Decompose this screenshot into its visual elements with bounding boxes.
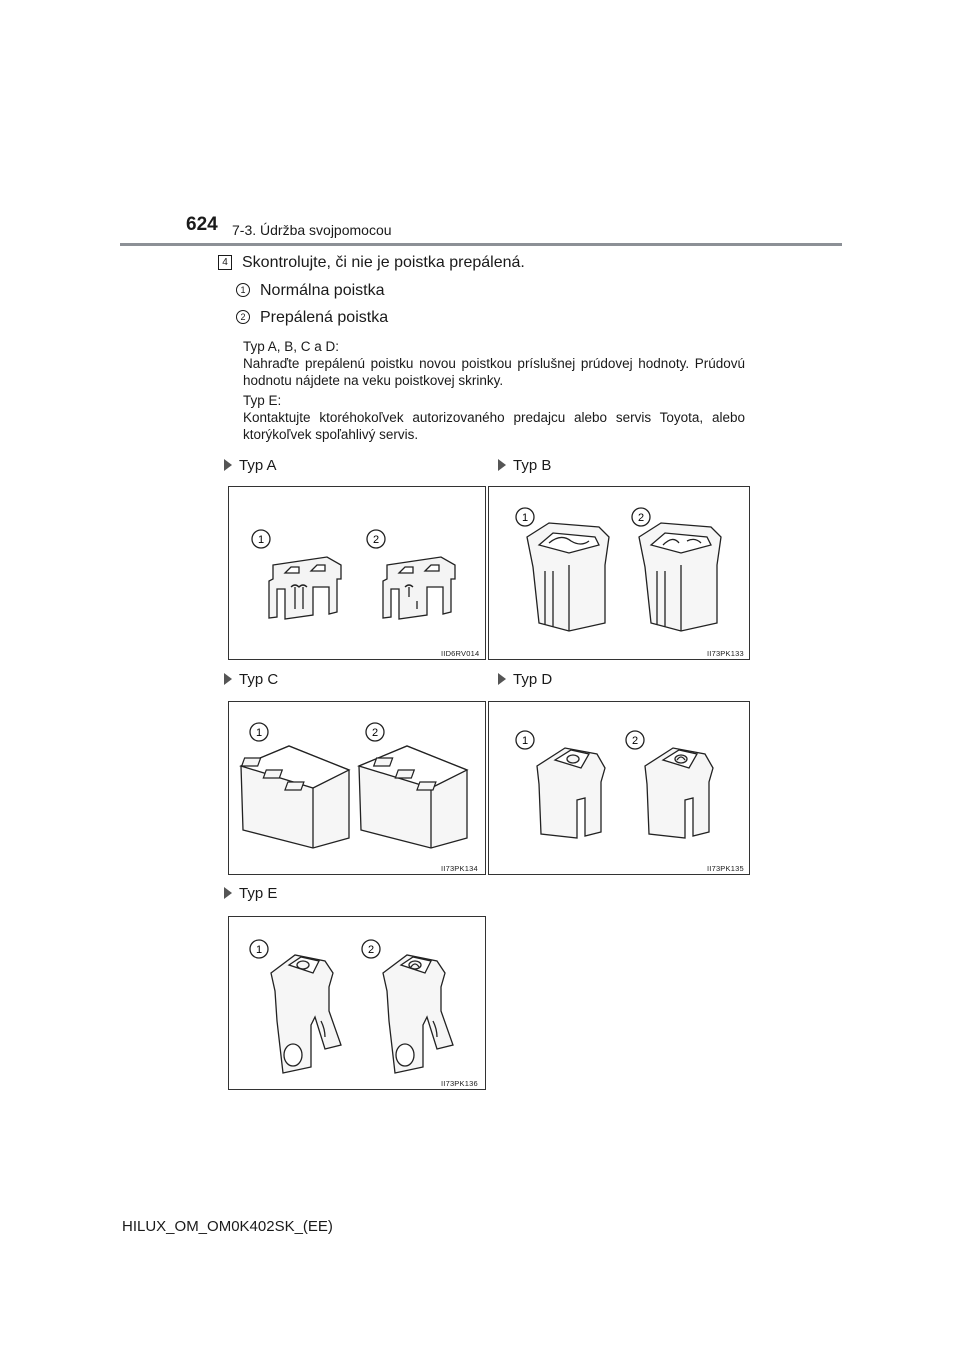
svg-text:2: 2 (637, 512, 645, 524)
figure-code: II73PK134 (441, 864, 478, 873)
header-divider (120, 243, 842, 246)
type-c-label: Typ C (224, 671, 278, 688)
figure-type-b (488, 486, 750, 660)
callout-number: 1 (236, 283, 250, 297)
blade-fuse-illustration (229, 487, 485, 659)
note-e (243, 392, 745, 443)
cartridge-fuse-illustration (489, 487, 749, 659)
document-footer: HILUX_OM_OM0K402SK_(EE) (122, 1218, 333, 1235)
page-number: 624 (186, 214, 218, 235)
note-label: Typ E: (243, 393, 282, 408)
list-item (236, 309, 388, 327)
step-instruction (218, 254, 525, 272)
triangle-bullet-icon (224, 887, 232, 899)
svg-text:2: 2 (367, 944, 375, 956)
section-title: 7-3. Údržba svojpomocou (232, 222, 392, 238)
list-item (236, 282, 385, 300)
note-label: Typ A, B, C a D: (243, 339, 340, 354)
svg-text:2: 2 (372, 534, 380, 546)
svg-text:1: 1 (255, 944, 263, 956)
triangle-bullet-icon (224, 459, 232, 471)
note-text: Kontaktujte ktoréhokoľvek autorizovaného predajcu alebo servis Toyota, alebo ktorýkoľvek spoľahlivý servis. (243, 410, 745, 442)
list-item-text: Normálna poistka (260, 282, 385, 299)
callout-number: 2 (236, 310, 250, 324)
step-number-box: 4 (218, 255, 232, 270)
svg-text:1: 1 (521, 512, 529, 524)
figure-type-d (488, 701, 750, 875)
triangle-bullet-icon (224, 673, 232, 685)
list-item-text: Prepálená poistka (260, 309, 389, 326)
type-d-label: Typ D (498, 671, 552, 688)
figure-code: IID6RV014 (441, 649, 480, 658)
maxi-fuse-illustration (229, 702, 485, 874)
figure-type-a (228, 486, 486, 660)
svg-text:1: 1 (521, 735, 529, 747)
figure-code: II73PK135 (707, 864, 744, 873)
figure-type-c (228, 701, 486, 875)
bolt-fuse-illustration (489, 702, 749, 874)
svg-text:2: 2 (371, 727, 379, 739)
triangle-bullet-icon (498, 459, 506, 471)
figure-type-e (228, 916, 486, 1090)
svg-text:2: 2 (631, 735, 639, 747)
figure-code: II73PK133 (707, 649, 744, 658)
type-e-label: Typ E (224, 885, 277, 902)
svg-text:1: 1 (255, 727, 263, 739)
step-text: Skontrolujte, či nie je poistka prepálená. (242, 254, 525, 271)
type-b-label: Typ B (498, 457, 551, 474)
triangle-bullet-icon (498, 673, 506, 685)
type-a-label: Typ A (224, 457, 277, 474)
svg-text:1: 1 (257, 534, 265, 546)
figure-code: II73PK136 (441, 1079, 478, 1088)
note-text: Nahraďte prepálenú poistku novou poistkou príslušnej prúdovej hodnoty. Prúdovú hodnotu nájdete na veku poistkovej skrinky. (243, 356, 745, 388)
note-abcd (243, 338, 745, 389)
fusible-link-illustration (229, 917, 485, 1089)
